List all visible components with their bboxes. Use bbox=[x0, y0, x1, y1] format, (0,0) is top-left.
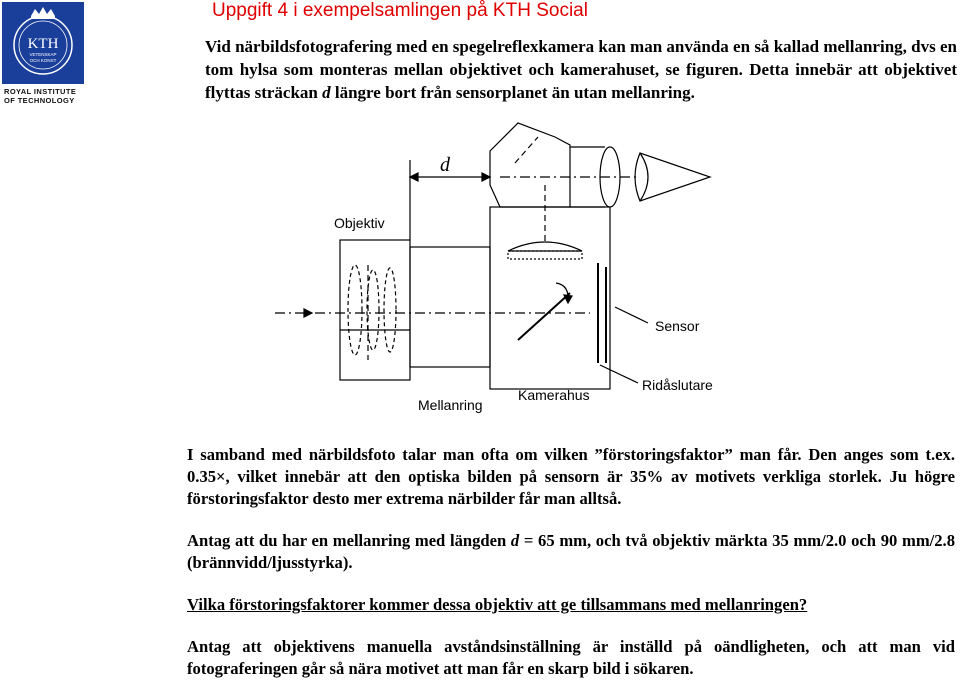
page-heading: Uppgift 4 i exempelsamlingen på KTH Social bbox=[212, 0, 588, 21]
label-ridaslutare: Ridåslutare bbox=[642, 377, 713, 393]
camera-body bbox=[490, 207, 610, 389]
lens-barrel bbox=[340, 240, 410, 380]
p2-text-a: Antag att du har en mellanring med längden bbox=[187, 531, 511, 550]
kth-logo bbox=[2, 2, 84, 84]
d-arrow-left bbox=[410, 173, 418, 181]
kth-crest-icon bbox=[2, 2, 84, 84]
d-arrow-right bbox=[482, 173, 490, 181]
extension-tube bbox=[410, 247, 490, 367]
label-mellanring: Mellanring bbox=[418, 397, 483, 413]
assumption-paragraph bbox=[187, 530, 955, 574]
label-objektiv: Objektiv bbox=[334, 215, 385, 231]
p2-variable-d: d bbox=[510, 531, 520, 550]
lens-elements bbox=[348, 265, 396, 355]
logo-subtext-2: OCH KONST bbox=[29, 58, 57, 63]
p2-text-b: = 65 mm, och två objektiv märkta 35 mm/2.0 och 90 mm/2.8 (brännvidd/ljusstyrka). bbox=[187, 531, 955, 572]
label-kamerahus: Kamerahus bbox=[518, 387, 590, 403]
camera-diagram bbox=[270, 115, 730, 425]
pentaprism bbox=[490, 123, 570, 207]
magnification-paragraph: I samband med närbildsfoto talar man ofta om vilken ”förstoringsfaktor” man får. Den anges som t.ex. 0.35×, vilket innebär att den optiska bilden på sensorn är 35% av motivets verkliga storlek. Ju högre förstoringsfaktor desto mer extrema närbilder får man alltså. bbox=[187, 445, 955, 508]
d-label: d bbox=[440, 154, 450, 176]
intro-text-a: Vid närbildsfotografering med en spegelreflexkamera kan man använda en så kallad mellanring, dvs en tom hylsa som monteras mellan objektivet och kamerahuset, se figuren. Detta innebär att objektivet flyttas sträckan bbox=[205, 37, 957, 102]
question-text: Vilka förstoringsfaktorer kommer dessa objektiv att ge tillsammans med mellanringen? bbox=[187, 595, 808, 614]
intro-text-b: längre bort från sensorplanet än utan mellanring. bbox=[330, 83, 695, 102]
logo-subtext-1: VETENSKAP bbox=[29, 52, 57, 57]
logo-tagline-line-2: OF TECHNOLOGY bbox=[4, 95, 75, 105]
eye bbox=[635, 153, 710, 201]
reflex-mirror bbox=[518, 293, 570, 340]
label-sensor: Sensor bbox=[655, 318, 700, 334]
intro-paragraph bbox=[205, 35, 957, 104]
logo-tagline bbox=[4, 88, 100, 105]
logo-tagline-line-1: ROYAL INSTITUTE bbox=[4, 87, 77, 96]
intro-variable-d: d bbox=[322, 83, 331, 102]
logo-text: KTH bbox=[27, 36, 59, 52]
focusing-screen bbox=[508, 242, 582, 251]
focus-assumption-paragraph: Antag att objektivens manuella avståndsinställning är inställd på oändligheten, och att man vid fotograferingen går så nära motivet att man får en skarp bild i sökaren. bbox=[187, 637, 955, 678]
